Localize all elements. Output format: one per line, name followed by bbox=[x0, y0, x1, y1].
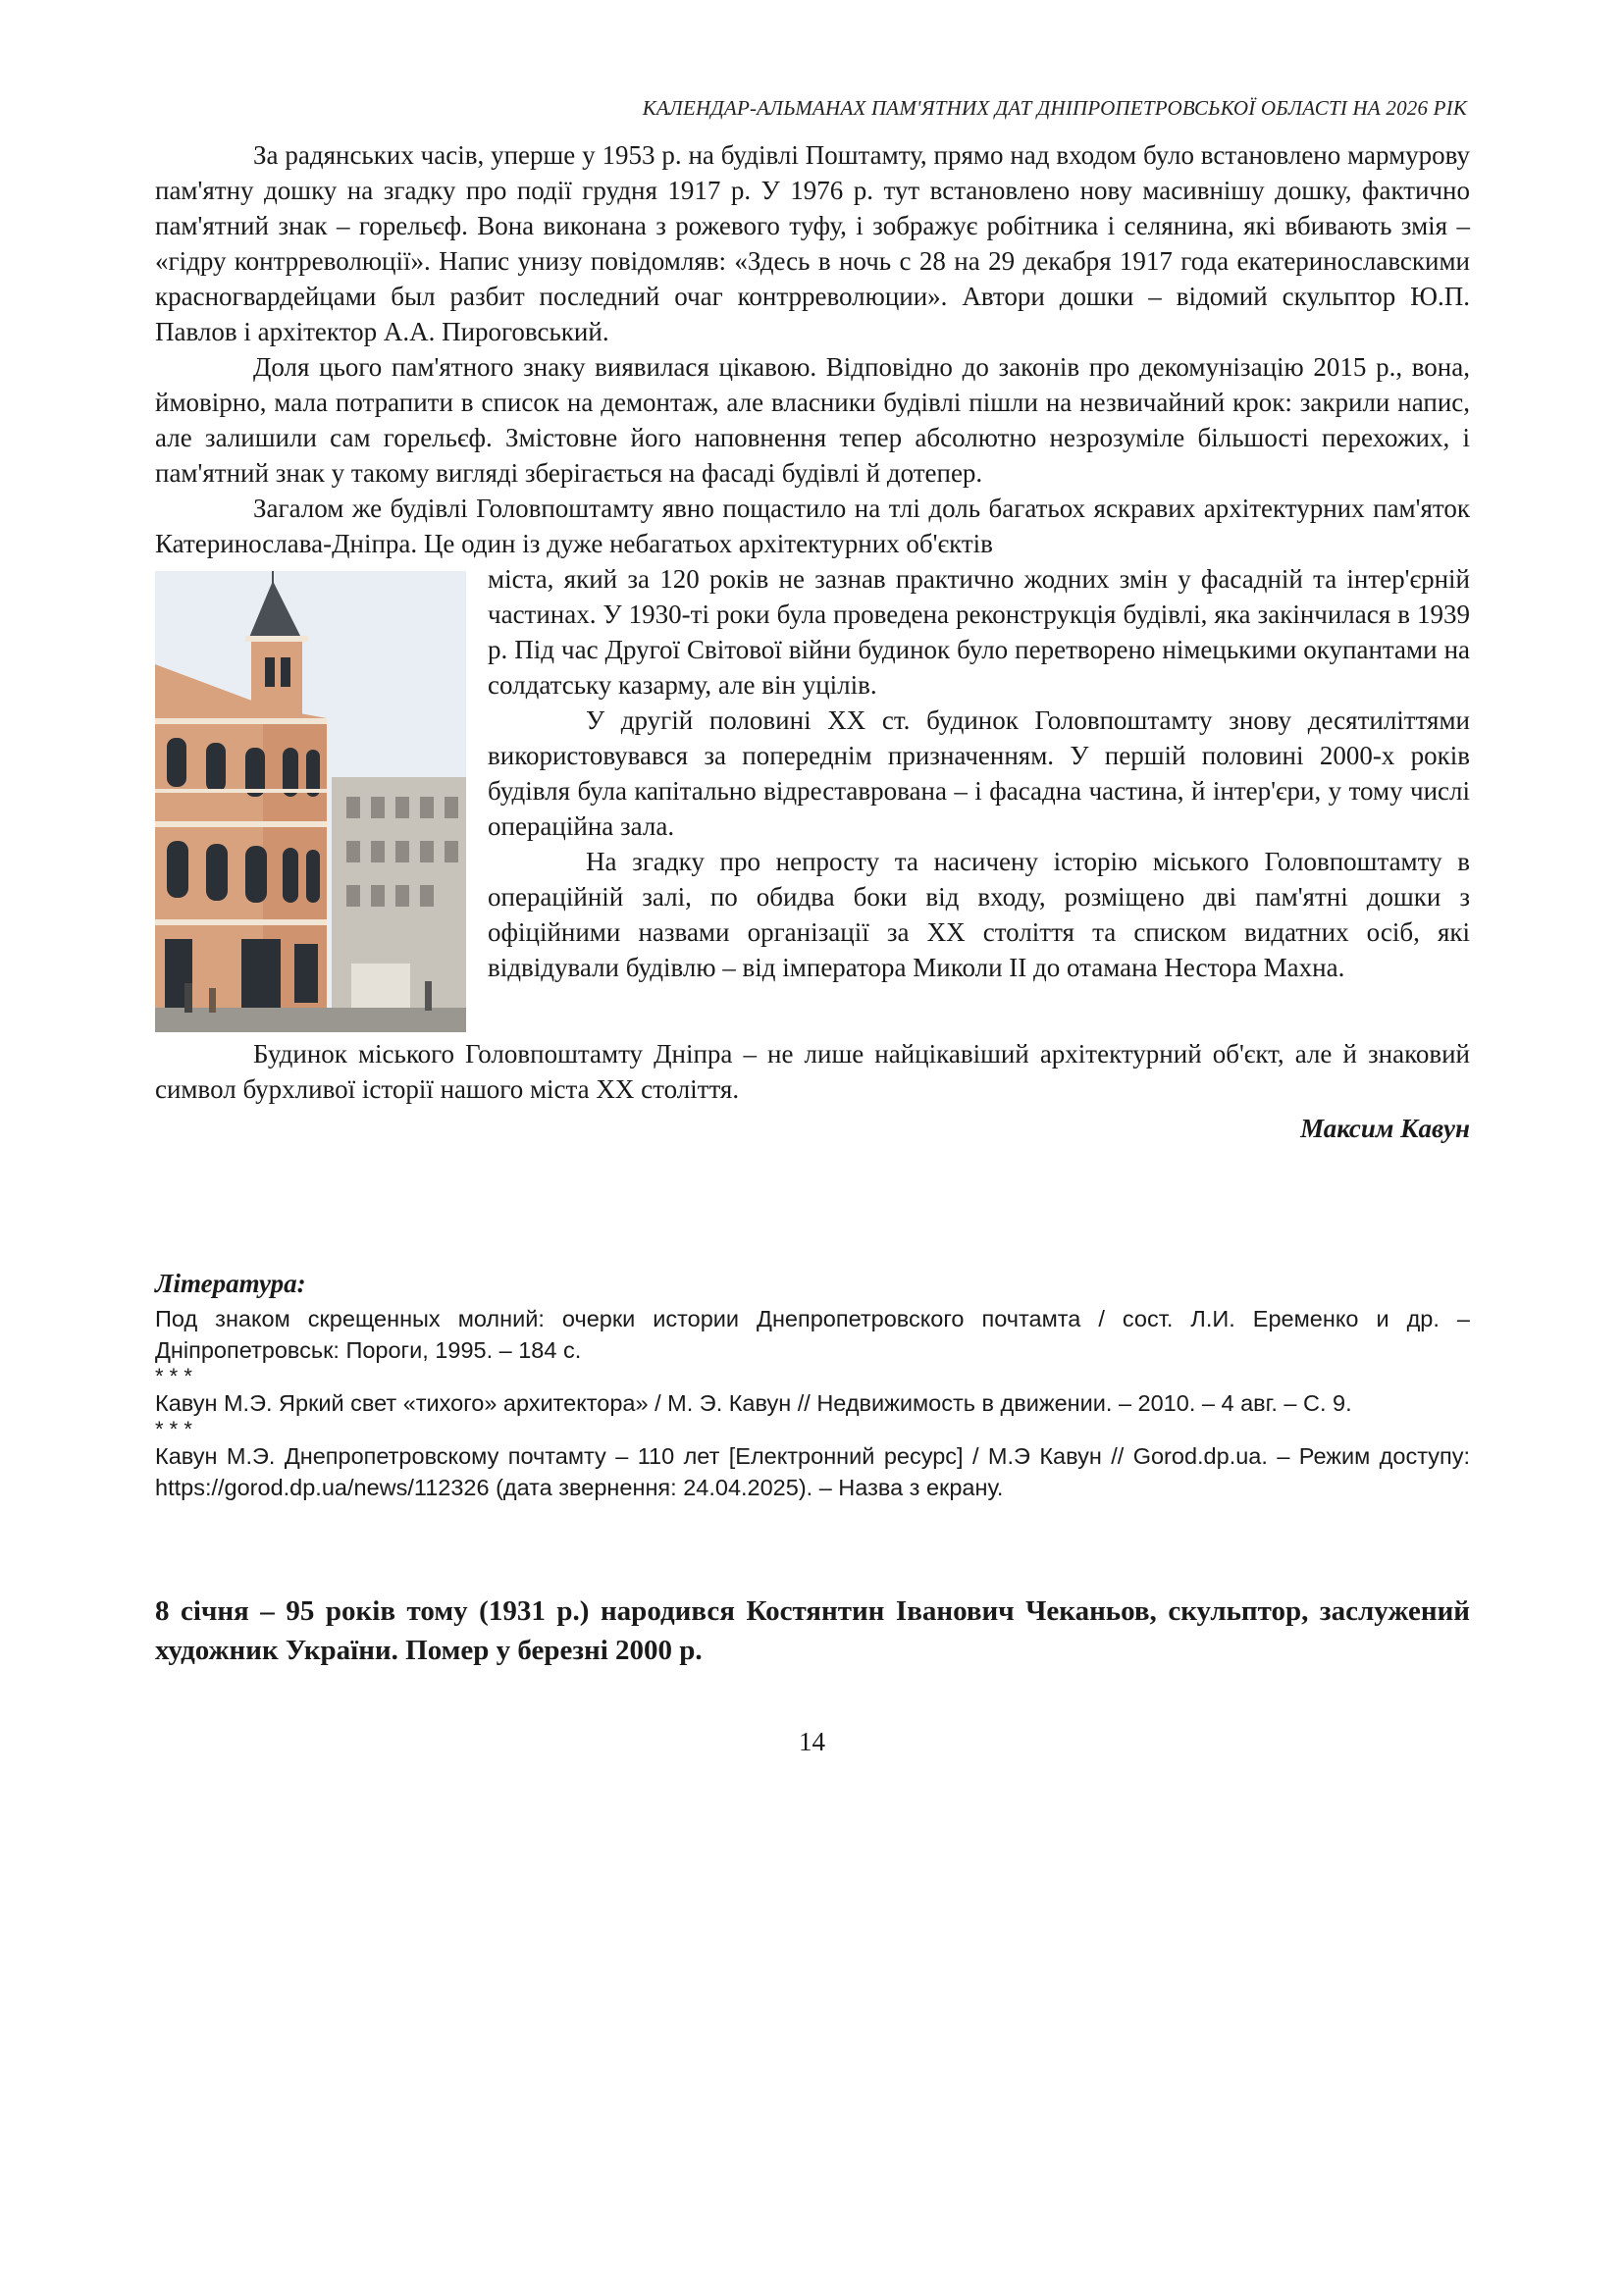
paragraph: Загалом же будівлі Головпоштамту явно пощастило на тлі доль багатьох яскравих архітектурних пам'яток Катеринослава-Дніпра. Це один із дуже небагатьох архітектурних об'єктів bbox=[155, 494, 1470, 558]
entry-separator: * * * bbox=[155, 1417, 192, 1441]
paragraph: За радянських часів, уперше у 1953 р. на будівлі Поштамту, прямо над входом було встановлено мармурову пам'ятну дошку на згадку про події грудня 1917 р. У 1976 р. тут встановлено нову масивнішу дошку, фактично пам'ятний знак – горельєф. Вона виконана з рожевого туфу, і зображує робітника і селянина, які вбивають змія – «гідру контрреволюції». Напис унизу повідомляв: «Здесь в ночь с 28 на 29 декабря 1917 года екатеринославскими красногвардейцами был разбит последний очаг контрреволюции». Автори дошки – відомий скульптор Ю.П. Павлов і архітектор А.А. Пироговський. bbox=[155, 140, 1470, 346]
running-header: КАЛЕНДАР-АЛЬМАНАХ ПАМ'ЯТНИХ ДАТ ДНІПРОПЕТРОВСЬКОЇ ОБЛАСТІ НА 2026 РІК bbox=[642, 96, 1467, 120]
literature-entry: Под знаком скрещенных молний: очерки истории Днепропетровского почтамта / сост. Л.И. Еременко и др. – Дніпропетровськ: Пороги, 1995. – 184 с. bbox=[155, 1306, 1470, 1363]
literature-entry: Кавун М.Э. Днепропетровскому почтамту – 110 лет [Електронний ресурс] / М.Э Кавун // Gorod.dp.ua. – Режим доступу: https://gorod.dp.ua/news/112326 (дата звернення: 24.04.2025). – Назва з екрану. bbox=[155, 1443, 1470, 1500]
literature-title: Література: bbox=[155, 1269, 306, 1298]
paragraph: У другій половині ХХ ст. будинок Головпоштамту знову десятиліттями використовувався за попереднім призначенням. У першій половині 2000-х років будівля була капітально відреставрована – і фасадна частина, й інтер'єри, у тому числі операційна зала. bbox=[488, 705, 1470, 841]
page-number: 14 bbox=[799, 1727, 825, 1756]
photo-wrap-block bbox=[155, 561, 1470, 985]
paragraph: На згадку про непросту та насичену історію міського Головпоштамту в операційній залі, по обидва боки від входу, розміщено дві пам'ятні дошки з офіційними назвами організації за ХХ століття та списком видатних осіб, які відвідували будівлю – від імператора Миколи ІІ до отамана Нестора Махна. bbox=[488, 847, 1470, 982]
building-photo-icon bbox=[155, 571, 466, 1032]
paragraph: Будинок міського Головпоштамту Дніпра – не лише найцікавіший архітектурний об'єкт, але й знаковий символ бурхливої історії нашого міста ХХ століття. bbox=[155, 1039, 1470, 1104]
entry-separator: * * * bbox=[155, 1364, 192, 1388]
literature-section bbox=[155, 1268, 1470, 1503]
paragraph-continuation: міста, який за 120 років не зазнав практично жодних змін у фасадній та інтер'єрній частинах. У 1930-ті роки була проведена реконструкція будівлі, яка закінчилася в 1939 р. Під час Другої Світової війни будинок було перетворено німецькими окупантами на солдатську казарму, але він уцілів. bbox=[488, 564, 1470, 700]
article-author: Максим Кавун bbox=[1300, 1114, 1470, 1143]
article-body bbox=[155, 137, 1470, 1146]
anniversary-entry: 8 січня – 95 років тому (1931 р.) народився Костянтин Іванович Чеканьов, скульптор, заслужений художник України. Помер у березні 2000 р. bbox=[155, 1595, 1470, 1666]
literature-entry: Кавун М.Э. Яркий свет «тихого» архитектора» / М. Э. Кавун // Недвижимость в движении. – 2010. – 4 авг. – С. 9. bbox=[155, 1390, 1352, 1416]
paragraph: Доля цього пам'ятного знаку виявилася цікавою. Відповідно до законів про декомунізацію 2015 р., вона, ймовірно, мала потрапити в список на демонтаж, але власники будівлі пішли на незвичайний крок: закрили напис, але залишили сам горельєф. Змістовне його наповнення тепер абсолютно незрозуміле більшості перехожих, і пам'ятний знак у такому вигляді зберігається на фасаді будівлі й дотепер. bbox=[155, 352, 1470, 488]
